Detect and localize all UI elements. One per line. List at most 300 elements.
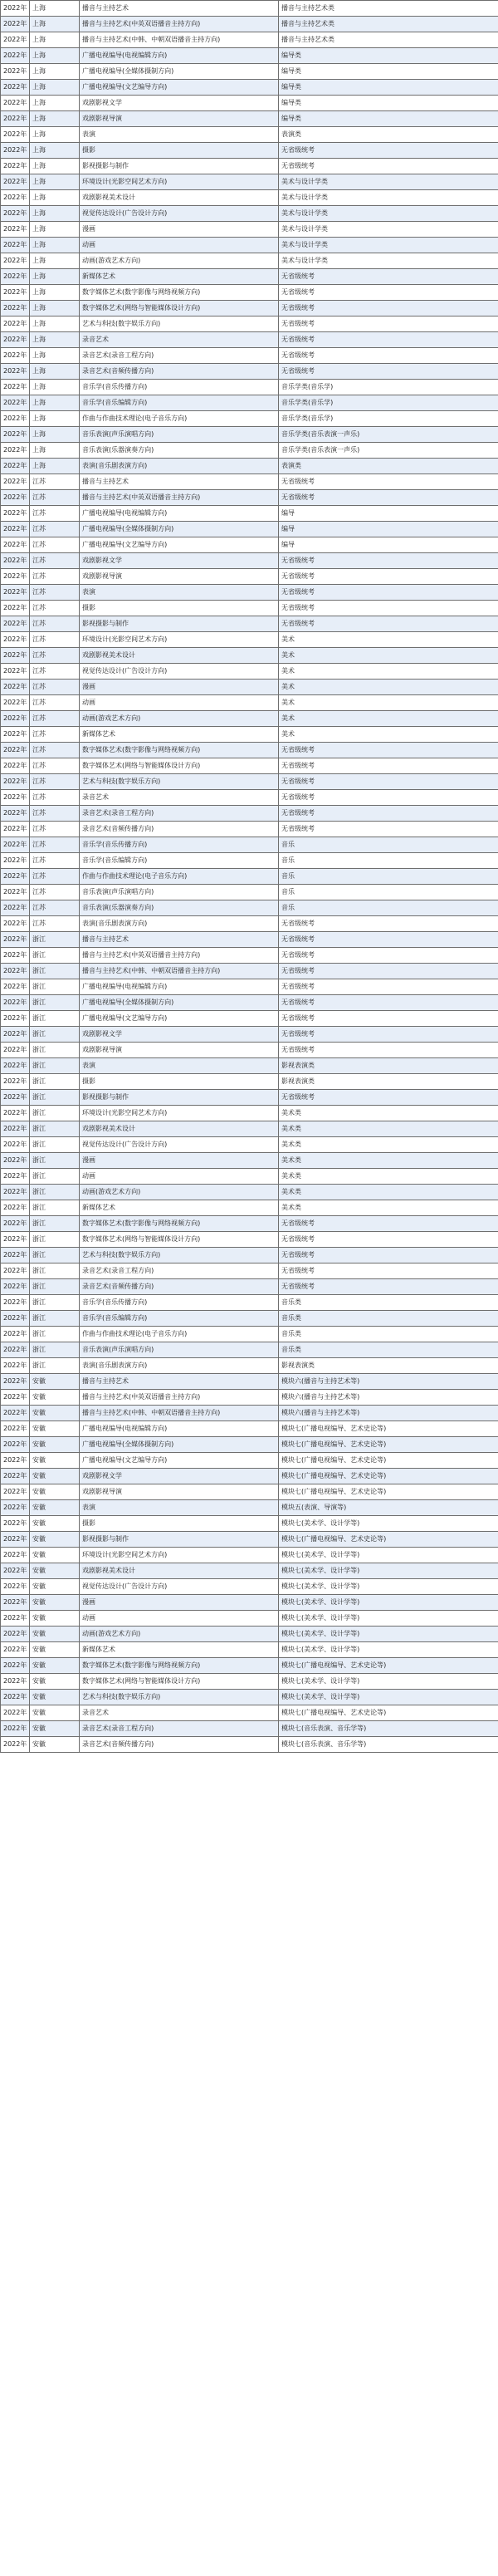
- major-cell: 广播电视编导(电视编辑方向): [80, 506, 279, 522]
- province-cell: 江苏: [30, 853, 80, 869]
- major-cell: 表演: [80, 1058, 279, 1074]
- major-cell: 录音艺术(音频传播方向): [80, 364, 279, 380]
- table-row: [1, 1469, 498, 1484]
- major-cell: 音乐表演(声乐演唱方向): [80, 427, 279, 443]
- exam-category-cell: 编导类: [279, 80, 498, 96]
- exam-category-cell: 无省级统考: [279, 585, 498, 601]
- exam-category-cell: 模块七(美术学、设计学等): [279, 1548, 498, 1563]
- table-row: [1, 506, 498, 522]
- exam-category-cell: 音乐学类(音乐学): [279, 395, 498, 411]
- table-row: [1, 1106, 498, 1121]
- exam-category-cell: 无省级统考: [279, 269, 498, 285]
- province-cell: 江苏: [30, 537, 80, 553]
- year-cell: 2022年: [1, 743, 30, 758]
- table-row: [1, 648, 498, 664]
- major-cell: 录音艺术(录音工程方向): [80, 1721, 279, 1737]
- year-cell: 2022年: [1, 1484, 30, 1500]
- province-cell: 安徽: [30, 1421, 80, 1437]
- table-row: [1, 1500, 498, 1516]
- year-cell: 2022年: [1, 127, 30, 143]
- province-cell: 上海: [30, 190, 80, 206]
- exam-category-cell: 美术类: [279, 1153, 498, 1169]
- table-row: [1, 1327, 498, 1342]
- exam-category-cell: 美术与设计学类: [279, 238, 498, 253]
- table-row: [1, 964, 498, 979]
- year-cell: 2022年: [1, 96, 30, 111]
- major-cell: 播音与主持艺术: [80, 474, 279, 490]
- year-cell: 2022年: [1, 711, 30, 727]
- major-cell: 播音与主持艺术(中韩、中朝双语播音主持方向): [80, 1406, 279, 1421]
- major-cell: 摄影: [80, 143, 279, 159]
- year-cell: 2022年: [1, 1011, 30, 1027]
- year-cell: 2022年: [1, 1532, 30, 1548]
- table-row: [1, 1721, 498, 1737]
- table-row: [1, 569, 498, 585]
- major-cell: 数字媒体艺术(网络与智能媒体设计方向): [80, 301, 279, 316]
- exam-category-cell: 模块六(播音与主持艺术等): [279, 1390, 498, 1406]
- major-cell: 戏剧影视导演: [80, 569, 279, 585]
- major-cell: 录音艺术: [80, 332, 279, 348]
- major-cell: 广播电视编导(全媒体摄制方向): [80, 995, 279, 1011]
- major-cell: 戏剧影视美术设计: [80, 1121, 279, 1137]
- exam-category-cell: 模块七(广播电视编导、艺术史论等): [279, 1453, 498, 1469]
- year-cell: 2022年: [1, 459, 30, 474]
- exam-category-cell: 无省级统考: [279, 332, 498, 348]
- major-cell: 播音与主持艺术(中英双语播音主持方向): [80, 490, 279, 506]
- year-cell: 2022年: [1, 995, 30, 1011]
- table-row: [1, 537, 498, 553]
- year-cell: 2022年: [1, 190, 30, 206]
- province-cell: 上海: [30, 285, 80, 301]
- table-row: [1, 1453, 498, 1469]
- exam-category-cell: 编导类: [279, 48, 498, 64]
- province-cell: 江苏: [30, 822, 80, 837]
- year-cell: 2022年: [1, 1563, 30, 1579]
- major-cell: 播音与主持艺术(中英双语播音主持方向): [80, 948, 279, 964]
- exam-category-cell: 无省级统考: [279, 601, 498, 616]
- exam-category-cell: 模块七(广播电视编导、艺术史论等): [279, 1484, 498, 1500]
- exam-category-cell: 编导: [279, 506, 498, 522]
- major-cell: 广播电视编导(文艺编导方向): [80, 80, 279, 96]
- table-row: [1, 711, 498, 727]
- table-row: [1, 979, 498, 995]
- major-cell: 录音艺术(录音工程方向): [80, 806, 279, 822]
- year-cell: 2022年: [1, 1327, 30, 1342]
- exam-category-cell: 无省级统考: [279, 1248, 498, 1263]
- year-cell: 2022年: [1, 964, 30, 979]
- major-cell: 影视摄影与制作: [80, 1090, 279, 1106]
- table-row: [1, 80, 498, 96]
- major-cell: 环境设计(光影空间艺术方向): [80, 174, 279, 190]
- year-cell: 2022年: [1, 1579, 30, 1595]
- exam-category-cell: 模块七(美术学、设计学等): [279, 1595, 498, 1611]
- major-cell: 广播电视编导(电视编辑方向): [80, 1421, 279, 1437]
- table-row: [1, 585, 498, 601]
- exam-category-cell: 无省级统考: [279, 1232, 498, 1248]
- province-cell: 安徽: [30, 1705, 80, 1721]
- exam-category-cell: 无省级统考: [279, 490, 498, 506]
- province-cell: 江苏: [30, 506, 80, 522]
- year-cell: 2022年: [1, 632, 30, 648]
- province-cell: 安徽: [30, 1642, 80, 1658]
- table-row: [1, 1342, 498, 1358]
- province-cell: 浙江: [30, 1263, 80, 1279]
- exam-category-cell: 无省级统考: [279, 474, 498, 490]
- province-cell: 江苏: [30, 711, 80, 727]
- province-cell: 上海: [30, 395, 80, 411]
- major-cell: 漫画: [80, 680, 279, 695]
- table-row: [1, 1185, 498, 1200]
- year-cell: 2022年: [1, 1406, 30, 1421]
- exam-category-cell: 音乐类: [279, 1342, 498, 1358]
- year-cell: 2022年: [1, 285, 30, 301]
- province-cell: 江苏: [30, 632, 80, 648]
- year-cell: 2022年: [1, 900, 30, 916]
- province-cell: 浙江: [30, 932, 80, 948]
- year-cell: 2022年: [1, 1169, 30, 1185]
- major-cell: 录音艺术: [80, 1705, 279, 1721]
- exam-category-cell: 播音与主持艺术类: [279, 17, 498, 32]
- exam-category-cell: 编导: [279, 537, 498, 553]
- year-cell: 2022年: [1, 1421, 30, 1437]
- table-row: [1, 190, 498, 206]
- exam-category-cell: 无省级统考: [279, 806, 498, 822]
- major-cell: 戏剧影视导演: [80, 1484, 279, 1500]
- province-cell: 浙江: [30, 1216, 80, 1232]
- table-row: [1, 253, 498, 269]
- table-row: [1, 1027, 498, 1043]
- table-row: [1, 1516, 498, 1532]
- exam-category-cell: 表演类: [279, 127, 498, 143]
- exam-category-cell: 美术: [279, 632, 498, 648]
- province-cell: 江苏: [30, 790, 80, 806]
- major-cell: 戏剧影视文学: [80, 1027, 279, 1043]
- year-cell: 2022年: [1, 1358, 30, 1374]
- province-cell: 江苏: [30, 664, 80, 680]
- major-cell: 数字媒体艺术(网络与智能媒体设计方向): [80, 758, 279, 774]
- province-cell: 浙江: [30, 1279, 80, 1295]
- year-cell: 2022年: [1, 411, 30, 427]
- year-cell: 2022年: [1, 569, 30, 585]
- year-cell: 2022年: [1, 1390, 30, 1406]
- exam-category-cell: 无省级统考: [279, 1090, 498, 1106]
- year-cell: 2022年: [1, 1, 30, 17]
- table-row: [1, 364, 498, 380]
- table-row: [1, 774, 498, 790]
- table-row: [1, 1121, 498, 1137]
- exam-category-cell: 音乐: [279, 885, 498, 900]
- exam-category-cell: 影视表演类: [279, 1058, 498, 1074]
- province-cell: 江苏: [30, 569, 80, 585]
- province-cell: 浙江: [30, 1311, 80, 1327]
- exam-category-cell: 无省级统考: [279, 159, 498, 174]
- province-cell: 浙江: [30, 1342, 80, 1358]
- province-cell: 江苏: [30, 680, 80, 695]
- province-cell: 安徽: [30, 1579, 80, 1595]
- table-row: [1, 1437, 498, 1453]
- province-cell: 上海: [30, 17, 80, 32]
- province-cell: 安徽: [30, 1658, 80, 1674]
- table-row: [1, 1390, 498, 1406]
- table-row: [1, 822, 498, 837]
- table-row: [1, 1579, 498, 1595]
- province-cell: 上海: [30, 174, 80, 190]
- exam-category-cell: 无省级统考: [279, 1043, 498, 1058]
- exam-category-cell: 模块七(广播电视编导、艺术史论等): [279, 1705, 498, 1721]
- province-cell: 江苏: [30, 553, 80, 569]
- province-cell: 上海: [30, 206, 80, 222]
- table-row: [1, 48, 498, 64]
- year-cell: 2022年: [1, 1737, 30, 1753]
- table-row: [1, 1200, 498, 1216]
- year-cell: 2022年: [1, 1469, 30, 1484]
- province-cell: 江苏: [30, 601, 80, 616]
- year-cell: 2022年: [1, 269, 30, 285]
- year-cell: 2022年: [1, 143, 30, 159]
- year-cell: 2022年: [1, 916, 30, 932]
- province-cell: 江苏: [30, 916, 80, 932]
- exam-category-cell: 美术类: [279, 1185, 498, 1200]
- province-cell: 上海: [30, 380, 80, 395]
- year-cell: 2022年: [1, 80, 30, 96]
- table-row: [1, 1658, 498, 1674]
- exam-category-cell: 无省级统考: [279, 143, 498, 159]
- province-cell: 浙江: [30, 979, 80, 995]
- table-row: [1, 332, 498, 348]
- province-cell: 江苏: [30, 758, 80, 774]
- table-row: [1, 1374, 498, 1390]
- major-cell: 数字媒体艺术(数字影像与网络视频方向): [80, 743, 279, 758]
- exam-category-cell: 美术类: [279, 1200, 498, 1216]
- table-row: [1, 1043, 498, 1058]
- province-cell: 上海: [30, 269, 80, 285]
- exam-category-cell: 无省级统考: [279, 758, 498, 774]
- province-cell: 江苏: [30, 806, 80, 822]
- province-cell: 浙江: [30, 1058, 80, 1074]
- exam-category-cell: 模块七(广播电视编导、艺术史论等): [279, 1421, 498, 1437]
- province-cell: 安徽: [30, 1595, 80, 1611]
- year-cell: 2022年: [1, 948, 30, 964]
- table-row: [1, 1232, 498, 1248]
- year-cell: 2022年: [1, 869, 30, 885]
- exam-category-cell: 模块七(美术学、设计学等): [279, 1642, 498, 1658]
- year-cell: 2022年: [1, 1342, 30, 1358]
- year-cell: 2022年: [1, 822, 30, 837]
- year-cell: 2022年: [1, 17, 30, 32]
- major-cell: 新媒体艺术: [80, 1200, 279, 1216]
- exam-category-cell: 无省级统考: [279, 948, 498, 964]
- major-cell: 作曲与作曲技术理论(电子音乐方向): [80, 411, 279, 427]
- major-cell: 广播电视编导(全媒体摄制方向): [80, 1437, 279, 1453]
- year-cell: 2022年: [1, 238, 30, 253]
- table-row: [1, 316, 498, 332]
- province-cell: 上海: [30, 364, 80, 380]
- major-cell: 录音艺术(音频传播方向): [80, 1737, 279, 1753]
- year-cell: 2022年: [1, 1137, 30, 1153]
- table-row: [1, 143, 498, 159]
- major-cell: 表演(音乐剧表演方向): [80, 916, 279, 932]
- province-cell: 江苏: [30, 695, 80, 711]
- year-cell: 2022年: [1, 64, 30, 80]
- province-cell: 江苏: [30, 869, 80, 885]
- province-cell: 安徽: [30, 1453, 80, 1469]
- province-cell: 浙江: [30, 1043, 80, 1058]
- major-cell: 数字媒体艺术(网络与智能媒体设计方向): [80, 1674, 279, 1690]
- major-cell: 音乐学(音乐传播方向): [80, 380, 279, 395]
- table-row: [1, 380, 498, 395]
- table-row: [1, 1153, 498, 1169]
- major-cell: 音乐学(音乐编辑方向): [80, 395, 279, 411]
- province-cell: 浙江: [30, 1011, 80, 1027]
- table-row: [1, 758, 498, 774]
- table-row: [1, 727, 498, 743]
- year-cell: 2022年: [1, 301, 30, 316]
- table-row: [1, 680, 498, 695]
- table-row: [1, 474, 498, 490]
- table-row: [1, 1674, 498, 1690]
- year-cell: 2022年: [1, 1721, 30, 1737]
- year-cell: 2022年: [1, 695, 30, 711]
- major-cell: 戏剧影视导演: [80, 1043, 279, 1058]
- exam-category-cell: 编导类: [279, 64, 498, 80]
- major-cell: 广播电视编导(全媒体摄制方向): [80, 64, 279, 80]
- year-cell: 2022年: [1, 1121, 30, 1137]
- exam-category-cell: 模块六(播音与主持艺术等): [279, 1374, 498, 1390]
- year-cell: 2022年: [1, 1690, 30, 1705]
- province-cell: 安徽: [30, 1500, 80, 1516]
- year-cell: 2022年: [1, 1074, 30, 1090]
- table-row: [1, 522, 498, 537]
- year-cell: 2022年: [1, 1642, 30, 1658]
- exam-category-cell: 无省级统考: [279, 616, 498, 632]
- province-cell: 浙江: [30, 1137, 80, 1153]
- major-cell: 数字媒体艺术(数字影像与网络视频方向): [80, 1658, 279, 1674]
- major-cell: 音乐学(音乐编辑方向): [80, 1311, 279, 1327]
- exam-category-cell: 美术类: [279, 1121, 498, 1137]
- major-cell: 数字媒体艺术(数字影像与网络视频方向): [80, 1216, 279, 1232]
- year-cell: 2022年: [1, 522, 30, 537]
- province-cell: 江苏: [30, 616, 80, 632]
- year-cell: 2022年: [1, 1595, 30, 1611]
- table-row: [1, 1058, 498, 1074]
- table-row: [1, 837, 498, 853]
- major-cell: 新媒体艺术: [80, 1642, 279, 1658]
- year-cell: 2022年: [1, 1295, 30, 1311]
- table-row: [1, 238, 498, 253]
- exam-category-cell: 编导类: [279, 96, 498, 111]
- province-cell: 浙江: [30, 1106, 80, 1121]
- year-cell: 2022年: [1, 1611, 30, 1627]
- province-cell: 上海: [30, 459, 80, 474]
- province-cell: 浙江: [30, 1200, 80, 1216]
- major-cell: 戏剧影视文学: [80, 1469, 279, 1484]
- year-cell: 2022年: [1, 1263, 30, 1279]
- province-cell: 上海: [30, 143, 80, 159]
- major-cell: 音乐表演(声乐演唱方向): [80, 1342, 279, 1358]
- province-cell: 上海: [30, 253, 80, 269]
- major-cell: 戏剧影视美术设计: [80, 190, 279, 206]
- year-cell: 2022年: [1, 1153, 30, 1169]
- exam-category-cell: 模块七(广播电视编导、艺术史论等): [279, 1658, 498, 1674]
- province-cell: 安徽: [30, 1627, 80, 1642]
- major-cell: 表演: [80, 585, 279, 601]
- province-cell: 江苏: [30, 885, 80, 900]
- exam-category-cell: 音乐类: [279, 1311, 498, 1327]
- province-cell: 江苏: [30, 490, 80, 506]
- table-row: [1, 159, 498, 174]
- table-row: [1, 1311, 498, 1327]
- province-cell: 安徽: [30, 1737, 80, 1753]
- year-cell: 2022年: [1, 885, 30, 900]
- major-cell: 艺术与科技(数字娱乐方向): [80, 774, 279, 790]
- table-row: [1, 127, 498, 143]
- table-row: [1, 285, 498, 301]
- exam-category-cell: 无省级统考: [279, 774, 498, 790]
- table-row: [1, 1090, 498, 1106]
- major-cell: 戏剧影视美术设计: [80, 1563, 279, 1579]
- table-row: [1, 1295, 498, 1311]
- province-cell: 浙江: [30, 995, 80, 1011]
- major-cell: 摄影: [80, 1074, 279, 1090]
- table-row: [1, 206, 498, 222]
- year-cell: 2022年: [1, 1090, 30, 1106]
- province-cell: 安徽: [30, 1721, 80, 1737]
- major-cell: 影视摄影与制作: [80, 1532, 279, 1548]
- exam-category-cell: 影视表演类: [279, 1074, 498, 1090]
- province-cell: 安徽: [30, 1437, 80, 1453]
- table-row: [1, 1, 498, 17]
- table-row: [1, 790, 498, 806]
- exam-category-cell: 编导: [279, 522, 498, 537]
- major-cell: 录音艺术(录音工程方向): [80, 1263, 279, 1279]
- province-cell: 安徽: [30, 1611, 80, 1627]
- province-cell: 上海: [30, 316, 80, 332]
- exam-category-cell: 无省级统考: [279, 1279, 498, 1295]
- table-row: [1, 1705, 498, 1721]
- year-cell: 2022年: [1, 111, 30, 127]
- year-cell: 2022年: [1, 1374, 30, 1390]
- province-cell: 浙江: [30, 1121, 80, 1137]
- exam-category-cell: 无省级统考: [279, 285, 498, 301]
- province-cell: 江苏: [30, 474, 80, 490]
- province-cell: 浙江: [30, 1169, 80, 1185]
- province-cell: 安徽: [30, 1532, 80, 1548]
- table-row: [1, 932, 498, 948]
- table-row: [1, 17, 498, 32]
- table-row: [1, 411, 498, 427]
- major-cell: 数字媒体艺术(网络与智能媒体设计方向): [80, 1232, 279, 1248]
- exam-category-cell: 表演类: [279, 459, 498, 474]
- province-cell: 江苏: [30, 585, 80, 601]
- year-cell: 2022年: [1, 727, 30, 743]
- province-cell: 安徽: [30, 1484, 80, 1500]
- table-row: [1, 111, 498, 127]
- exam-category-cell: 无省级统考: [279, 569, 498, 585]
- table-row: [1, 1595, 498, 1611]
- exam-category-cell: 模块六(播音与主持艺术等): [279, 1406, 498, 1421]
- exam-category-cell: 模块七(美术学、设计学等): [279, 1690, 498, 1705]
- exam-category-cell: 音乐学类(音乐表演一声乐): [279, 443, 498, 459]
- province-cell: 上海: [30, 1, 80, 17]
- table-row: [1, 916, 498, 932]
- table-row: [1, 459, 498, 474]
- exam-category-cell: 无省级统考: [279, 553, 498, 569]
- major-cell: 视觉传达设计(广告设计方向): [80, 1137, 279, 1153]
- year-cell: 2022年: [1, 648, 30, 664]
- province-cell: 江苏: [30, 774, 80, 790]
- exam-category-cell: 音乐学类(音乐学): [279, 411, 498, 427]
- year-cell: 2022年: [1, 1106, 30, 1121]
